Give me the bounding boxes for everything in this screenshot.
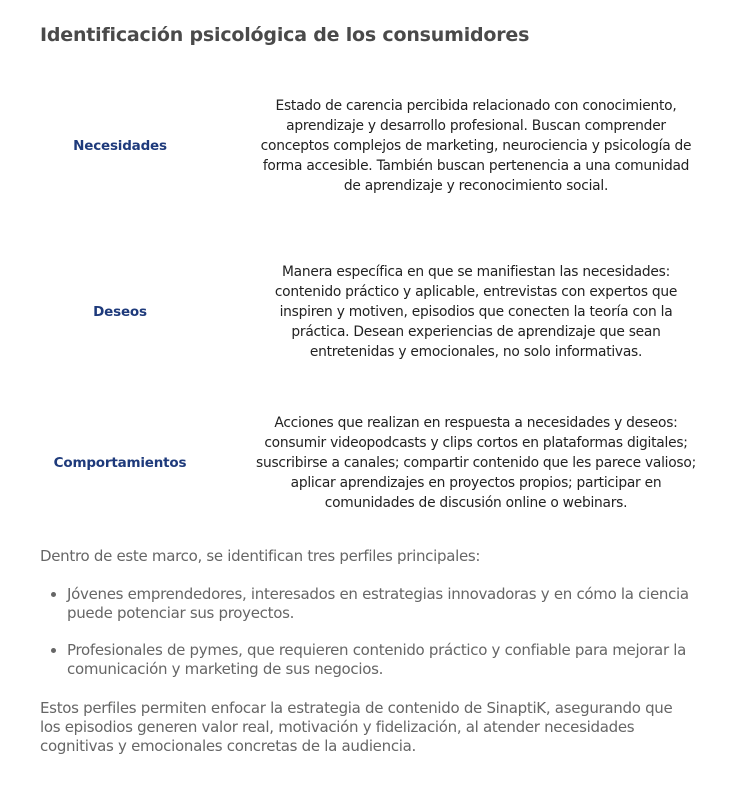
row-description-desires: Manera específica en que se manifiestan las necesidades: contenido práctico y aplicable, entrevistas con expertos que inspiren y motiven, episodios que conecten la teoría con la práctica. Desean experiencias de aprendizaje que sean entretenidas y emocionales, no solo informativas.: [274, 264, 678, 360]
row-label-behaviors: Comportamientos: [53, 455, 187, 471]
section-title: Identificación psicológica de los consumidores: [40, 24, 530, 46]
closing-paragraph: Estos perfiles permiten enfocar la estrategia de contenido de SinaptiK, asegurando que los episodios generen valor real, motivación y fidelización, al atender necesidades cognitivas y emocionales concretas de la audiencia.: [40, 699, 673, 755]
row-label-needs: Necesidades: [73, 138, 167, 154]
profiles-intro: Dentro de este marco, se identifican tres perfiles principales:: [40, 547, 481, 565]
profiles-list: [40, 585, 707, 697]
psy-row-desires: [40, 261, 696, 363]
row-description-behaviors: Acciones que realizan en respuesta a necesidades y deseos: consumir videopodcasts y clips cortos en plataformas digitales; suscribirse a canales; compartir contenido que les parece valioso; aplicar aprendizajes en proyectos propios; participar en comunidades de discusión online o webinars.: [256, 415, 696, 511]
row-label-desires: Deseos: [93, 304, 147, 320]
list-item: • Jóvenes emprendedores, interesados en estrategias innovadoras y en cómo la ciencia puede potenciar sus proyectos.: [67, 585, 707, 623]
psy-row-needs: [40, 95, 696, 197]
row-description-needs: Estado de carencia percibida relacionado con conocimiento, aprendizaje y desarrollo profesional. Buscan comprender conceptos complejos de marketing, neurociencia y psicología de forma accesible. También buscan pertenencia a una comunidad de aprendizaje y reconocimiento social.: [260, 98, 692, 194]
psychology-table: [40, 95, 696, 197]
psy-row-behaviors: [40, 412, 696, 514]
list-item: • Profesionales de pymes, que requieren contenido práctico y confiable para mejorar la comunicación y marketing de sus negocios.: [67, 641, 707, 679]
